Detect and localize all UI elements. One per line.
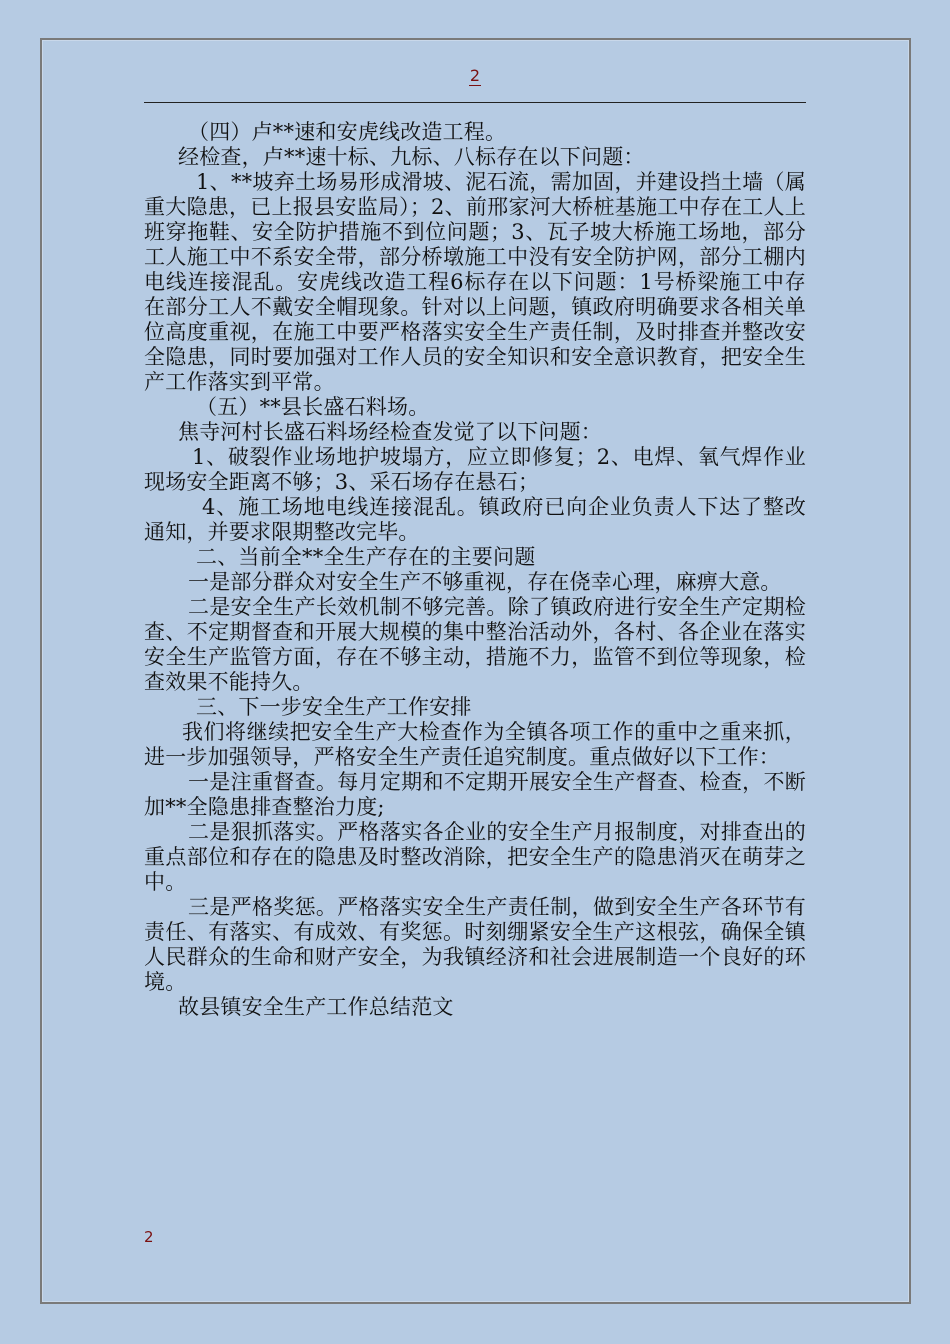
- paragraph: 我们将继续把安全生产大检查作为全镇各项工作的重中之重来抓，进一步加强领导，严格安全生产责任追究制度。重点做好以下工作：: [144, 720, 806, 769]
- footer-page-number: 2: [144, 1228, 154, 1246]
- header-page-number: 2: [469, 66, 481, 85]
- paragraph: 焦寺河村长盛石料场经检查发觉了以下问题：: [178, 420, 602, 444]
- section-heading-two: 二、当前全**全生产存在的主要问题: [196, 545, 536, 569]
- header-divider: [144, 102, 806, 103]
- paragraph: 4、施工场地电线连接混乱。镇政府已向企业负责人下达了整改通知，并要求限期整改完毕。: [144, 495, 806, 544]
- section-heading-three: 三、下一步安全生产工作安排: [196, 695, 472, 719]
- paragraph: 一是注重督查。每月定期和不定期开展安全生产督查、检查，不断加**全隐患排查整治力度;: [144, 770, 806, 819]
- section-heading-four: （四）卢**速和安虎线改造工程。: [188, 120, 507, 144]
- paragraph: 1、破裂作业场地护坡塌方，应立即修复；2、电焊、氧气焊作业现场安全距离不够；3、采石场存在悬石；: [144, 445, 806, 494]
- paragraph: 二是安全生产长效机制不够完善。除了镇政府进行安全生产定期检查、不定期督查和开展大规模的集中整治活动外，各村、各企业在落实安全生产监管方面，存在不够主动，措施不力，监管不到位等现象，检查效果不能持久。: [144, 595, 806, 694]
- paragraph: 经检查，卢**速十标、九标、八标存在以下问题：: [178, 145, 645, 169]
- section-heading-five: （五）**县长盛石料场。: [196, 395, 430, 419]
- document-body: [144, 120, 806, 1020]
- paragraph: 二是狠抓落实。严格落实各企业的安全生产月报制度，对排查出的重点部位和存在的隐患及时整改消除，把安全生产的隐患消灭在萌芽之中。: [144, 820, 806, 894]
- paragraph: 1、**坡弃土场易形成滑坡、泥石流，需加固，并建设挡土墙（属重大隐患，已上报县安监局）；2、前邢家河大桥桩基施工中存在工人上班穿拖鞋、安全防护措施不到位问题；3、瓦子坡大桥施工场地，部分工人施工中不系安全带，部分桥墩施工中没有安全防护网，部分工棚内电线连接混乱。安虎线改造工程6标存在以下问题：1号桥梁施工中存在部分工人不戴安全帽现象。针对以上问题，镇政府明确要求各相关单位高度重视，在施工中要严格落实安全生产责任制，及时排查并整改安全隐患，同时要加强对工作人员的安全知识和安全意识教育，把安全生产工作落实到平常。: [144, 170, 806, 394]
- paragraph: 一是部分群众对安全生产不够重视，存在侥幸心理，麻痹大意。: [188, 570, 782, 594]
- document-title-line: 故县镇安全生产工作总结范文: [178, 995, 454, 1019]
- paragraph: 三是严格奖惩。严格落实安全生产责任制，做到安全生产各环节有责任、有落实、有成效、有奖惩。时刻绷紧安全生产这根弦，确保全镇人民群众的生命和财产安全，为我镇经济和社会进展制造一个良好的环境。: [144, 895, 806, 994]
